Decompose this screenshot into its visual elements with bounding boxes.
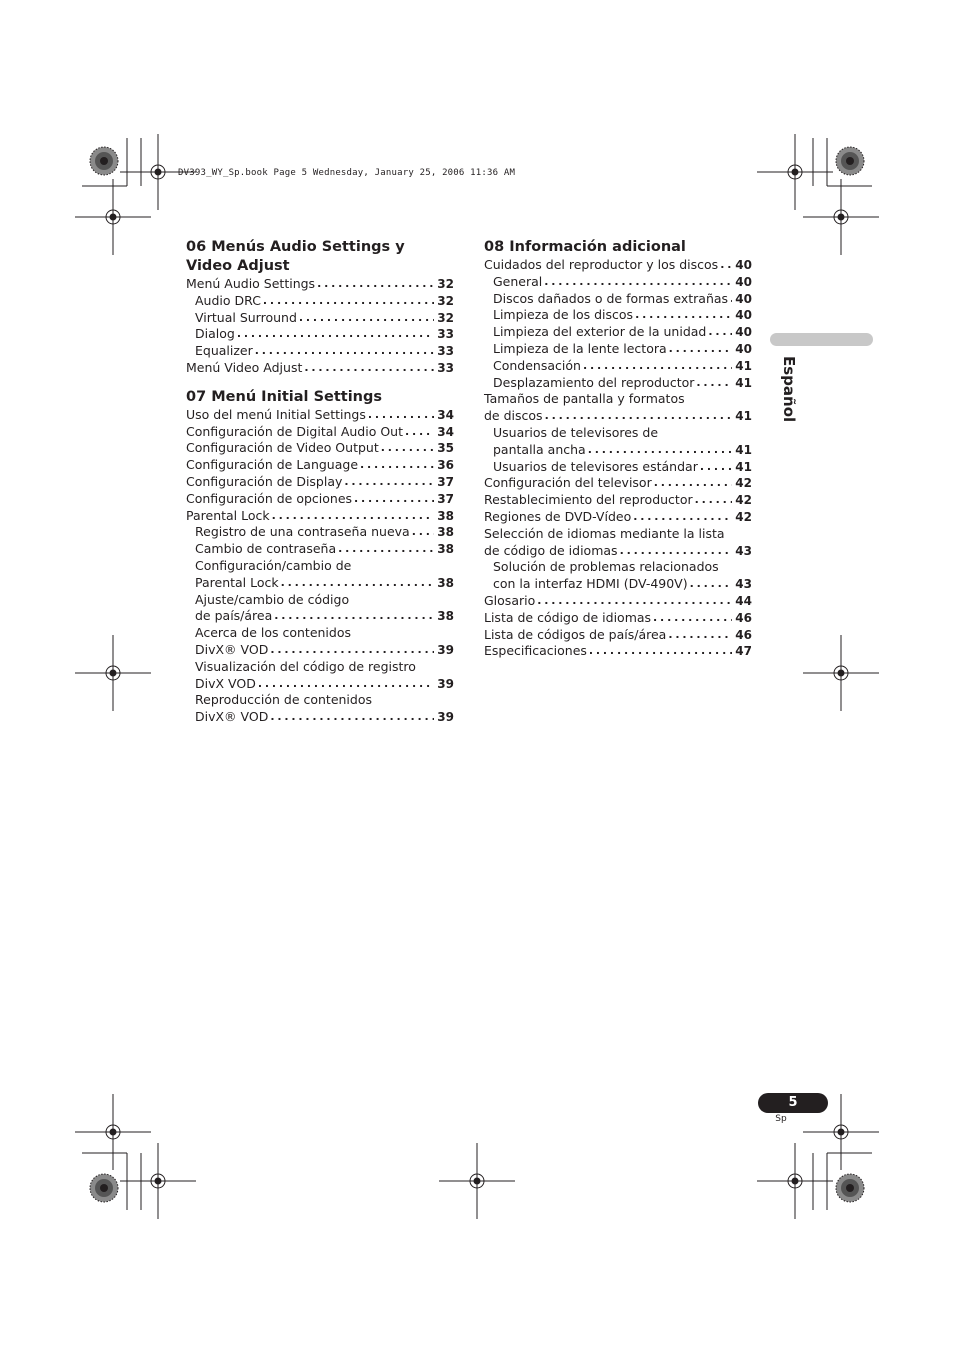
toc-entry[interactable] [186,491,454,508]
toc-entry-page: 41 [735,459,752,474]
toc-entry-title: General [493,273,543,289]
toc-entry-title: Cambio de contraseña [195,541,337,557]
toc-entry[interactable] [186,508,454,525]
toc-entry-page: 43 [735,577,752,592]
dot-leader [695,492,733,509]
toc-entry-title: Configuración de Video Output [186,440,379,456]
dot-leader [317,276,434,293]
toc-entry-page: 35 [437,441,454,456]
toc-entry-title: Virtual Surround [195,309,297,325]
crosshair-icon [757,1143,833,1219]
toc-entry[interactable] [484,358,752,375]
toc-entry-page: 38 [437,542,454,557]
dot-leader [281,575,435,592]
toc-entry[interactable] [484,593,752,610]
toc-entry-page: 41 [735,409,752,424]
dot-leader [720,257,732,274]
toc-entry-page: 36 [437,458,454,473]
toc-entry-page: 39 [437,642,454,657]
toc-entry[interactable] [186,276,454,293]
toc-entry-text-line: Acerca de los contenidos [195,625,351,641]
toc-entry-title: Configuración de Display [186,473,343,489]
toc-entry-page: 37 [437,474,454,489]
toc-entry[interactable] [186,709,454,726]
toc-entry-title: de discos [484,408,543,424]
toc-entry-title: Configuración del televisor [484,475,652,491]
toc-entry-page: 38 [437,575,454,590]
dot-leader [690,576,733,593]
dot-leader [589,643,732,660]
toc-entry[interactable] [186,474,454,491]
toc-entry-page: 38 [437,508,454,523]
dot-leader [405,424,434,441]
print-header: DV393_WY_Sp.book Page 5 Wednesday, January 25, 2006 11:36 AM [178,168,516,178]
toc-entry-title: Lista de código de idiomas [484,609,652,625]
dot-leader [368,407,434,424]
section-title: 07 Menú Initial Settings [186,388,383,405]
toc-entry-title: Equalizer [195,343,253,359]
toc-entry[interactable] [186,310,454,327]
dot-leader [544,274,732,291]
toc-entry-title: de código de idiomas [484,542,618,558]
section-title: 08 Información adicional [484,239,686,255]
toc-entry-page: 32 [437,293,454,308]
toc-entry[interactable] [186,541,454,558]
toc-entry-title: Limpieza de los discos [493,307,634,323]
toc-entry-title: Lista de códigos de país/área [484,626,667,642]
toc-entry[interactable] [484,459,752,476]
dot-leader [255,343,435,360]
registration-sun-icon [836,147,864,175]
dot-leader [708,324,732,341]
toc-entry-page: 33 [437,327,454,342]
toc-entry-title: Dialog [195,326,235,342]
dot-leader [669,341,733,358]
dot-leader [360,457,434,474]
toc-entry[interactable] [484,408,752,425]
toc-entry[interactable] [186,524,454,541]
toc-entry-page: 41 [735,375,752,390]
crosshair-icon [803,179,879,255]
toc-entry[interactable] [484,643,752,660]
toc-entry[interactable] [484,341,752,358]
crosshair-icon [757,134,833,210]
dot-leader [263,293,434,310]
toc-entry-text-line: Usuarios de televisores de [493,424,659,440]
toc-entry-title: Configuración de Language [186,457,359,473]
toc-entry[interactable] [484,442,752,459]
dot-leader [258,676,434,693]
toc-entry-page: 40 [735,325,752,340]
toc-entry[interactable] [186,440,454,457]
dot-leader [635,307,732,324]
toc-entry-page: 33 [437,344,454,359]
crosshair-icon [803,635,879,711]
dot-leader [274,608,434,625]
dot-leader [537,593,732,610]
dot-leader [668,627,732,644]
toc-entry-page: 38 [437,609,454,624]
toc-entry-page: 40 [735,258,752,272]
toc-entry[interactable] [484,274,752,291]
crosshair-icon [439,1143,515,1219]
toc-entry[interactable] [484,324,752,341]
toc-entry[interactable] [186,676,454,693]
toc-entry-title: Regiones de DVD-Vídeo [484,508,632,524]
dot-leader [381,440,435,457]
dot-leader [654,475,733,492]
crosshair-icon [75,1094,151,1170]
toc-entry-page: 33 [437,360,454,375]
toc-entry-title: Desplazamiento del reproductor [493,374,695,390]
dot-leader [653,610,732,627]
toc-entry-title: Audio DRC [195,292,261,308]
toc-entry-title: Usuarios de televisores estándar [493,458,698,474]
toc-entry-page: 46 [735,627,752,642]
toc-left-column [186,238,454,726]
section-title: 06 Menús Audio Settings y Video Adjust [186,239,405,274]
toc-entry[interactable] [484,576,752,593]
toc-entry-title: Configuración de opciones [186,490,353,506]
toc-entry[interactable] [484,257,752,274]
toc-entry-page: 39 [437,676,454,691]
toc-entry-title: Limpieza del exterior de la unidad [493,324,707,340]
crosshair-icon [120,1143,196,1219]
toc-entry-page: 41 [735,442,752,457]
registration-sun-icon [836,1174,864,1202]
crosshair-icon [75,179,151,255]
toc-entry-title: Condensación [493,357,581,373]
toc-entry-page: 38 [437,525,454,540]
dot-leader [270,709,434,726]
toc-entry-page: 42 [735,476,752,491]
toc-entry-page: 32 [437,277,454,291]
toc-entry[interactable] [484,627,752,644]
toc-entry[interactable] [186,575,454,592]
toc-entry[interactable] [484,475,752,492]
toc-entry-page: 47 [735,644,752,659]
dot-leader [588,442,733,459]
dot-leader [620,543,733,560]
dot-leader [270,642,434,659]
toc-entry-title: Restablecimiento del reproductor [484,492,693,508]
toc-entry-page: 42 [735,493,752,508]
dot-leader [237,326,434,343]
page-lang-code: Sp [775,1114,787,1124]
dot-leader [354,491,434,508]
crosshair-icon [75,635,151,711]
toc-entry-title: Cuidados del reproductor y los discos [484,257,719,272]
toc-entry[interactable] [484,610,752,627]
toc-entry-text-line: Selección de idiomas mediante la lista [484,525,725,541]
dot-leader [696,375,732,392]
toc-entry-title: con la interfaz HDMI (DV-490V) [493,576,688,592]
toc-entry-text-line: Ajuste/cambio de código [195,591,350,607]
dot-leader [633,509,732,526]
toc-entry[interactable] [186,642,454,659]
dot-leader [700,459,732,476]
toc-entry-page: 34 [437,424,454,439]
dot-leader [412,524,435,541]
toc-entry-title: Parental Lock [186,507,270,523]
toc-entry-title: Uso del menú Initial Settings [186,406,366,422]
toc-entry[interactable] [186,608,454,625]
toc-entry-text-line: Configuración/cambio de [195,557,352,573]
toc-entry[interactable] [484,375,752,392]
registration-sun-icon [90,147,118,175]
toc-entry-page: 32 [437,310,454,325]
toc-entry[interactable] [186,293,454,310]
registration-sun-icon [90,1174,118,1202]
toc-entry-title: Discos dañados o de formas extrañas [493,290,729,306]
toc-entry[interactable] [186,407,454,424]
toc-entry-title: Parental Lock [195,574,279,590]
toc-entry-page: 39 [437,710,454,725]
toc-entry[interactable] [186,457,454,474]
toc-entry-page: 40 [735,291,752,306]
toc-entry-title: Menú Audio Settings [186,276,316,291]
language-tab-bar [770,333,873,346]
toc-entry-text-line: Tamaños de pantalla y formatos [484,391,685,407]
toc-entry-page: 40 [735,341,752,356]
page-number: 5 [758,1093,828,1113]
toc-entry[interactable] [484,543,752,560]
toc-entry-page: 42 [735,509,752,524]
toc-entry[interactable] [186,424,454,441]
dot-leader [344,474,434,491]
language-tab-label: Español [780,356,798,423]
toc-entry-title: Limpieza de la lente lectora [493,340,667,356]
dot-leader [338,541,434,558]
toc-entry-page: 43 [735,543,752,558]
toc-entry-title: Configuración de Digital Audio Out [186,423,403,439]
dot-leader [299,310,434,327]
toc-entry-page: 40 [735,274,752,289]
toc-entry[interactable] [484,492,752,509]
toc-entry-title: de país/área [195,608,273,624]
toc-right-column [484,238,752,660]
toc-entry-title: Menú Video Adjust [186,359,303,375]
dot-leader [304,360,434,377]
toc-entry-page: 44 [735,593,752,608]
toc-entry-title: pantalla ancha [493,441,586,457]
toc-entry-page: 34 [437,407,454,422]
dot-leader [545,408,733,425]
toc-entry[interactable] [186,343,454,360]
dot-leader [730,291,732,308]
toc-entry-title: DivX® VOD [195,709,269,725]
toc-entry[interactable] [186,326,454,343]
toc-entry[interactable] [484,307,752,324]
dot-leader [272,508,435,525]
dot-leader [583,358,732,375]
toc-entry-title: DivX® VOD [195,641,269,657]
toc-entry-text-line: Solución de problemas relacionados [493,559,719,575]
toc-entry-title: Glosario [484,592,536,608]
toc-entry[interactable] [484,509,752,526]
toc-entry[interactable] [186,360,454,377]
toc-entry-text-line: Visualización del código de registro [195,658,416,674]
toc-entry-page: 46 [735,610,752,625]
toc-entry-title: Especificaciones [484,643,587,659]
toc-entry-page: 40 [735,308,752,323]
toc-entry-text-line: Reproducción de contenidos [195,692,373,708]
toc-entry-page: 37 [437,491,454,506]
toc-entry[interactable] [484,291,752,308]
toc-entry-title: Registro de una contraseña nueva [195,524,410,540]
toc-entry-page: 41 [735,358,752,373]
toc-entry-title: DivX VOD [195,675,256,691]
